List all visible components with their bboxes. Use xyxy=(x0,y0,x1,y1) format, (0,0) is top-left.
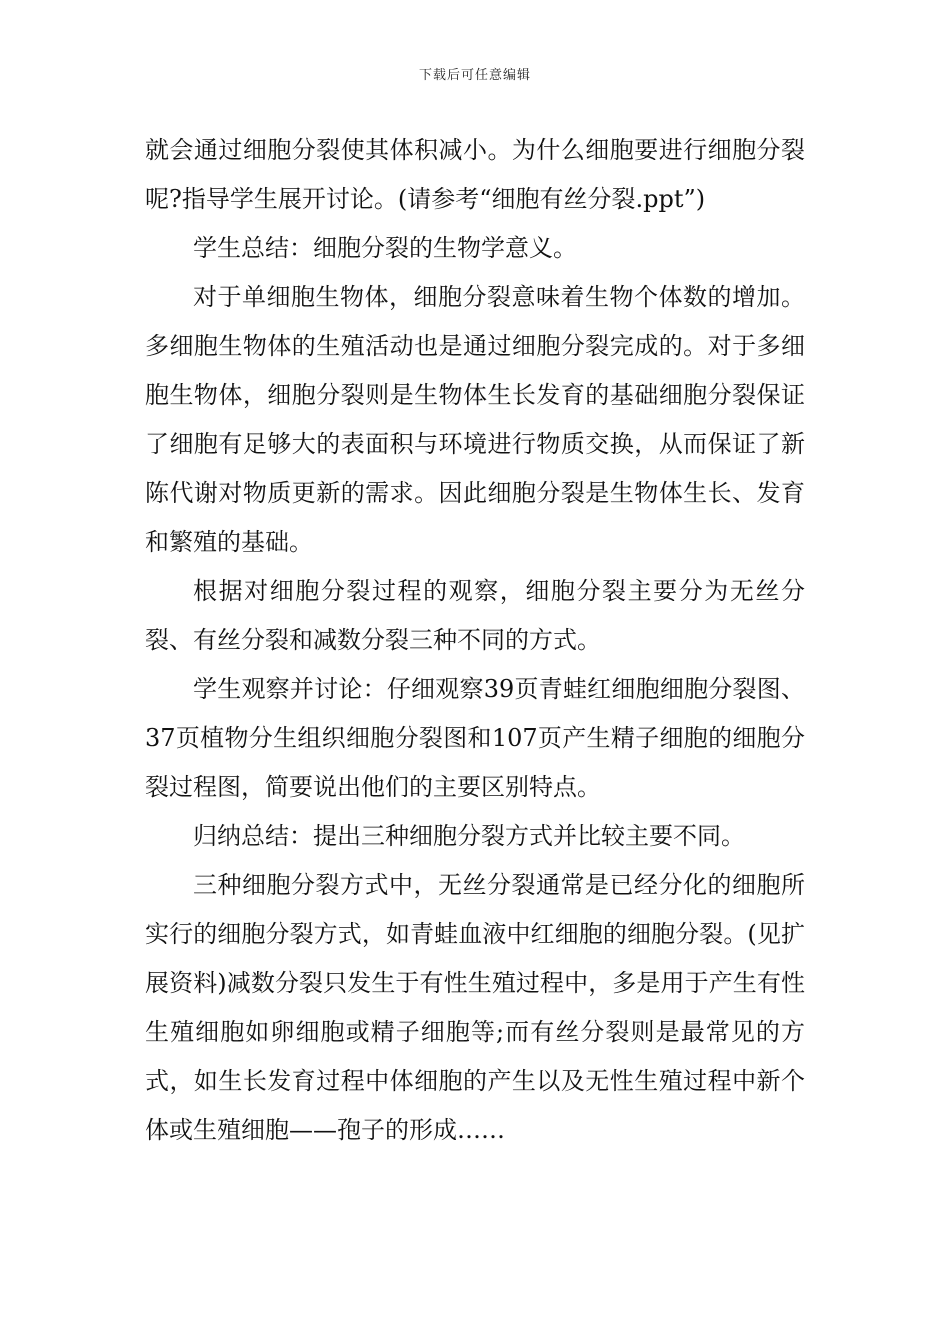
document-body xyxy=(145,126,805,1155)
paragraph-three-methods: 三种细胞分裂方式中，无丝分裂通常是已经分化的细胞所实行的细胞分裂方式，如青蛙血液中红细胞的细胞分裂。(见扩展资料)减数分裂只发生于有性生殖过程中，多是用于产生有性生殖细胞如卵细胞或精子细胞等;而有丝分裂则是最常见的方式，如生长发育过程中体细胞的产生以及无性生殖过程中新个体或生殖细胞——孢子的形成…… xyxy=(145,871,805,1144)
paragraph-significance: 对于单细胞生物体，细胞分裂意味着生物个体数的增加。多细胞生物体的生殖活动也是通过细胞分裂完成的。对于多细胞生物体，细胞分裂则是生物体生长发育的基础细胞分裂保证了细胞有足够大的表面积与环境进行物质交换，从而保证了新陈代谢对物质更新的需求。因此细胞分裂是生物体生长、发育和繁殖的基础。 xyxy=(145,283,805,556)
paragraph-continuation: 就会通过细胞分裂使其体积减小。为什么细胞要进行细胞分裂呢?指导学生展开讨论。(请参考“细胞有丝分裂.ppt”) xyxy=(145,136,805,213)
paragraph-observation-discussion: 学生观察并讨论：仔细观察39页青蛙红细胞细胞分裂图、37页植物分生组织细胞分裂图和107页产生精子细胞的细胞分裂过程图，简要说出他们的主要区别特点。 xyxy=(145,675,805,801)
page-header: 下载后可任意编辑 xyxy=(418,68,531,83)
paragraph-induction-summary: 归纳总结：提出三种细胞分裂方式并比较主要不同。 xyxy=(193,822,745,850)
paragraph-division-types: 根据对细胞分裂过程的观察，细胞分裂主要分为无丝分裂、有丝分裂和减数分裂三种不同的方式。 xyxy=(145,577,805,654)
paragraph-student-summary: 学生总结：细胞分裂的生物学意义。 xyxy=(193,234,577,262)
